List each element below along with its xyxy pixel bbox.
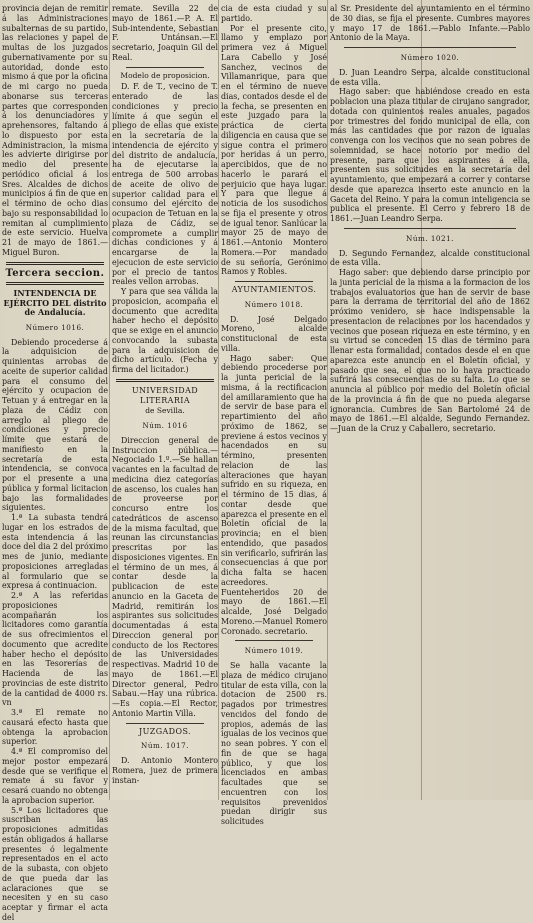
divider (344, 228, 516, 229)
notice-number: Número 1020. (400, 53, 460, 62)
section-divider (6, 262, 104, 265)
paragraph: Por el presente cito, llamo y emplazo por primera vez á Miguel Lara Cabello y José Sanchez, vecinos de Villamanrique, para que en el término de nueve dias, contados desde el de la fecha, se presenten en este juzgado para la práctica de cierta diligencia en causa que se sigue contra el primero por heridas á un perro, apercibidos, que de no hacerlo le parará el perjuicio que haya lugar. Y para que llegue á noticia de los susodichos se fija el presente y otros de igual tenor. Sanlúcar la mayor 25 de mayo de 1861.—Antonio Montero Romera.—Por mandado de su señoría, Gerónimo Ramos y Robles. (221, 23, 327, 277)
paragraph: D. Juan Leandro Serpa, alcalde constitucional de esta villa. (330, 67, 530, 87)
paragraph: 2.ª A las referidas proposiciones acompañarán los licitadores como garantía de sus ofrecimientos el documento que acredite haber hecho el depósito en las Tesorerías de Hacienda de las provincias de este distrito de la cantidad de 4000 rs. vn (2, 591, 108, 708)
model-heading: Modelo de proposicion. (120, 70, 210, 80)
section-divider (116, 379, 214, 382)
university-subheading: de Sevilla. (145, 406, 185, 416)
paragraph: Y para que sea válida la proposicion, acompaña el documento que acredita haber hecho el depósito que se exige en el anuncio convocando la subasta para la adquisicion de dicho artículo. (Fecha y firma del licitador.) (112, 287, 219, 374)
paragraph: Debiendo procederse á la adquisicion de quinientas arrobas de aceite de superior calidad para el consumo del ejército y ocupacion de Tetuan y á entregar en la plaza de Cádiz con arreglo al pliego de condiciones y precio límite que estará de manifiesto en la secretaría de esta intendencia, se convoca por el presente a una pública y formal licitacion bajo las formalidades siguientes. (2, 337, 108, 513)
divider (235, 640, 313, 641)
column-4 (330, 4, 530, 798)
col1-intro-text: provincia dejan de remitir á las Administraciones subalternas de su partido, las relaciones y papel de multas de los juzgados gubernativamente por su autoridad, donde esto mismo á que por la oficina de mi cargo no pueda abonarse sus terceras partes que corresponden á los denunciadores y aprehensores, faltando á lo dispuesto por esta Administracion, la misma les advierte dirigirse por medio del presente periódico oficial á los Sres. Alcaldes de dichos municipios á fin de que en el término de ocho dias bajo su responsabilidad lo remitan al cumplimiento de este servicio. Huelva 21 de mayo de 1861.—Miguel Buron. (2, 4, 108, 257)
notice-number: Núm. 1021. (406, 233, 454, 243)
paragraph: Hago saber: que habiéndose creado en esta poblacion una plaza titular de cirujano sangrador, dotada con quinientos reales anuales, pagados por trimestres del fondo municipal de ella, con más las cantidades que por razon de igualas convenga con los vecinos que no sean pobres de solemnidad, se hace notorio por medio del presente, para que los aspirantes á ella, presenten sus solicitudes en la secretaría del ayuntamiento, que empezará a correr y contarse desde que aparezca inserto este anuncio en la Gaceta del Reino. Y para la comun inteligencia se publica el presente. El Cerro y febrero 18 de 1861.—Juan Leandro Serpa. (330, 87, 530, 223)
notice-number: Número 1016. (25, 322, 85, 332)
paragraph: Hago saber: Que debiendo procederse por la junta pericial de la misma, á la rectificacion del amillaramiento que ha de servir de base para el repartimiento del año próximo de 1862, se previene á estos vecinos y hacendados en su término, presenten relacion de las alteraciones que hayan sufrido en su riqueza, en el término de 15 dias, á contar desde que aparezca el presente en el Boletín oficial de la provincia; en el bien entendido, que pasados sin verificarlo, sufrirán las consecuencias á que por dicha falta se hacen acreedores. Fuenteheridos 20 de mayo de 1861.—El alcalde, José Delgado Moreno.—Manuel Romero Coronado. secretario. (221, 353, 327, 636)
paragraph: Se halla vacante la plaza de médico cirujano titular de esta villa, con la dotacion de 2500 rs. pagados por trimestres vencidos del fondo de propios, además de las igualas de los vecinos que no sean pobres. Y con el fin de que se haga público, y que los licenciados en ambas facultades que se encuentren con los requisitos prevenidos puedan dirigir sus solicitudes (221, 661, 327, 826)
paragraph: D. F. de T., vecino de T. enterado de las condiciones y precio límite á que según el pliego de ellas que existe en la secretaría de la intendencia de ejército y del distrito de andalucía, ha de ejecutarse la entrega de 500 arrobas de aceite de olivo de superior calidad para el consumo del ejército de ocupacion de Tetuan en la plaza de Cádiz, se compromete a cumplir dichas condiciones y á encargarse de la ejecucion de este servicio por el precio de tantos reales vellon arrobas. (112, 82, 218, 287)
paragraph: 1.ª La subasta tendrá lugar en los estrados de esta intendencia á las doce del dia 2 del próximo mes de junio, mediante proposiciones arregladas al formulario que se expresa á continuacion. (2, 513, 108, 591)
column-2 (112, 4, 218, 798)
paragraph: D. Segundo Fernandez, alcalde constitucional de esta villa. (330, 248, 530, 268)
notice-number: Núm. 1017. (141, 741, 189, 751)
intendencia-heading: INTENDENCIA DE EJÉRCITO DEL distrito de Andalucía. (3, 288, 107, 318)
university-heading: UNIVERSIDAD LITERARIA (131, 385, 199, 405)
section-divider (6, 282, 104, 285)
column-rule (109, 0, 110, 800)
column-rule (327, 0, 328, 800)
notice-number: Núm. 1016 (142, 421, 188, 430)
divider (344, 47, 516, 48)
paragraph: 4.ª El compromiso del mejor postor empezará desde que se verifique el remate á su favor y cesará cuando no obtenga la aprobacion superior. (2, 747, 108, 805)
section-heading: Tercera seccion. (5, 267, 105, 279)
paragraph: Hago saber: que debiendo darse principio por la junta pericial de la misma a la formacion de los trabajos evaluatorios que han de servir de base para la derrama de territorial del año de 1862 próximo venidero, se hace indispensable la presentacion de relaciones por los hacendados y vecinos que posean riqueza en este término, y en su virtud se conceden 15 dias de término para llenar esta formalidad, contados desde el en que aparezca este anuncio en el Boletín oficial, y pasado que sea, el que no lo haya practicado sufrirá las consecuencias de su falta. Lo que se anuncia al público por medio del Boletín oficial de la provincia á fin de que no pueda alegarse ignorancia. Cumbres de San Bartolomé 24 de mayo de 1861.—El alcalde, Segundo Fernandez.—Juan de la Cruz y Caballero, secretario. (330, 268, 530, 433)
paragraph: al Sr. Presidente del ayuntamiento en el término de 30 dias, se fija el presente. Cumbres mayores y mayo 17 de 1861.—Pablo Infante.—Pablo Antonio de la Maya. (330, 4, 530, 43)
paragraph: Direccion general de Instruccion pública.—Negociado 1.º.—Se hallan vacantes en la facultad de medicina diez categorías de ascenso, los cuales han de proveerse por concurso entre los catedráticos de ascenso de la misma facultad, que reunan las circunstancias prescritas por las disposiciones vigentes. En el término de un mes, á contar desde la publicacion de este anuncio en la Gaceta de Madrid, remitirán los aspirantes sus solicitudes documentadas á esta Direccion general por conducto de los Rectores de las Universidades respectivas. Madrid 10 de mayo de 1861.—El Director general, Pedro Sabau.—Hay una rúbrica.—Es copia.—El Rector, Antonio Martin Villa. (112, 435, 218, 718)
paragraph: 5.ª Los licitadores que suscriban las proposiciones admitidas están obligados á hallarse presentes ó legalmente representados en el acto de la subasta, con objeto de que pueda dar las aclaraciones que se necesiten y en su caso aceptar y firmar el acta del (2, 805, 108, 922)
paragraph: D. José Delgado Moreno, alcalde constitucional de esta villa. (221, 314, 327, 353)
divider (126, 67, 204, 68)
column-1 (2, 4, 108, 922)
notice-number: Número 1019. (244, 646, 304, 656)
paragraph: cia de esta ciudad y su partido. (221, 4, 327, 23)
divider (235, 281, 313, 282)
ayuntamientos-heading: AYUNTAMIENTOS. (231, 285, 317, 294)
col2-intro-text: remate. Sevilla 22 de mayo de 1861.—P. A. El Sub-intendente, Sebastian F. Untánsan.—El secretario, Joaquin Gil del Real. (112, 4, 218, 62)
paragraph: 3.ª El remate no causará efecto hasta que obtenga la aprobacion superior. (2, 708, 108, 747)
notice-number: Número 1018. (244, 299, 304, 309)
paragraph: D. Antonio Montero Romera, juez de primera instan- (112, 756, 218, 785)
column-3 (221, 4, 327, 826)
divider (126, 723, 204, 724)
column-rule (218, 0, 219, 800)
juzgados-heading: JUZGADOS. (139, 726, 191, 736)
